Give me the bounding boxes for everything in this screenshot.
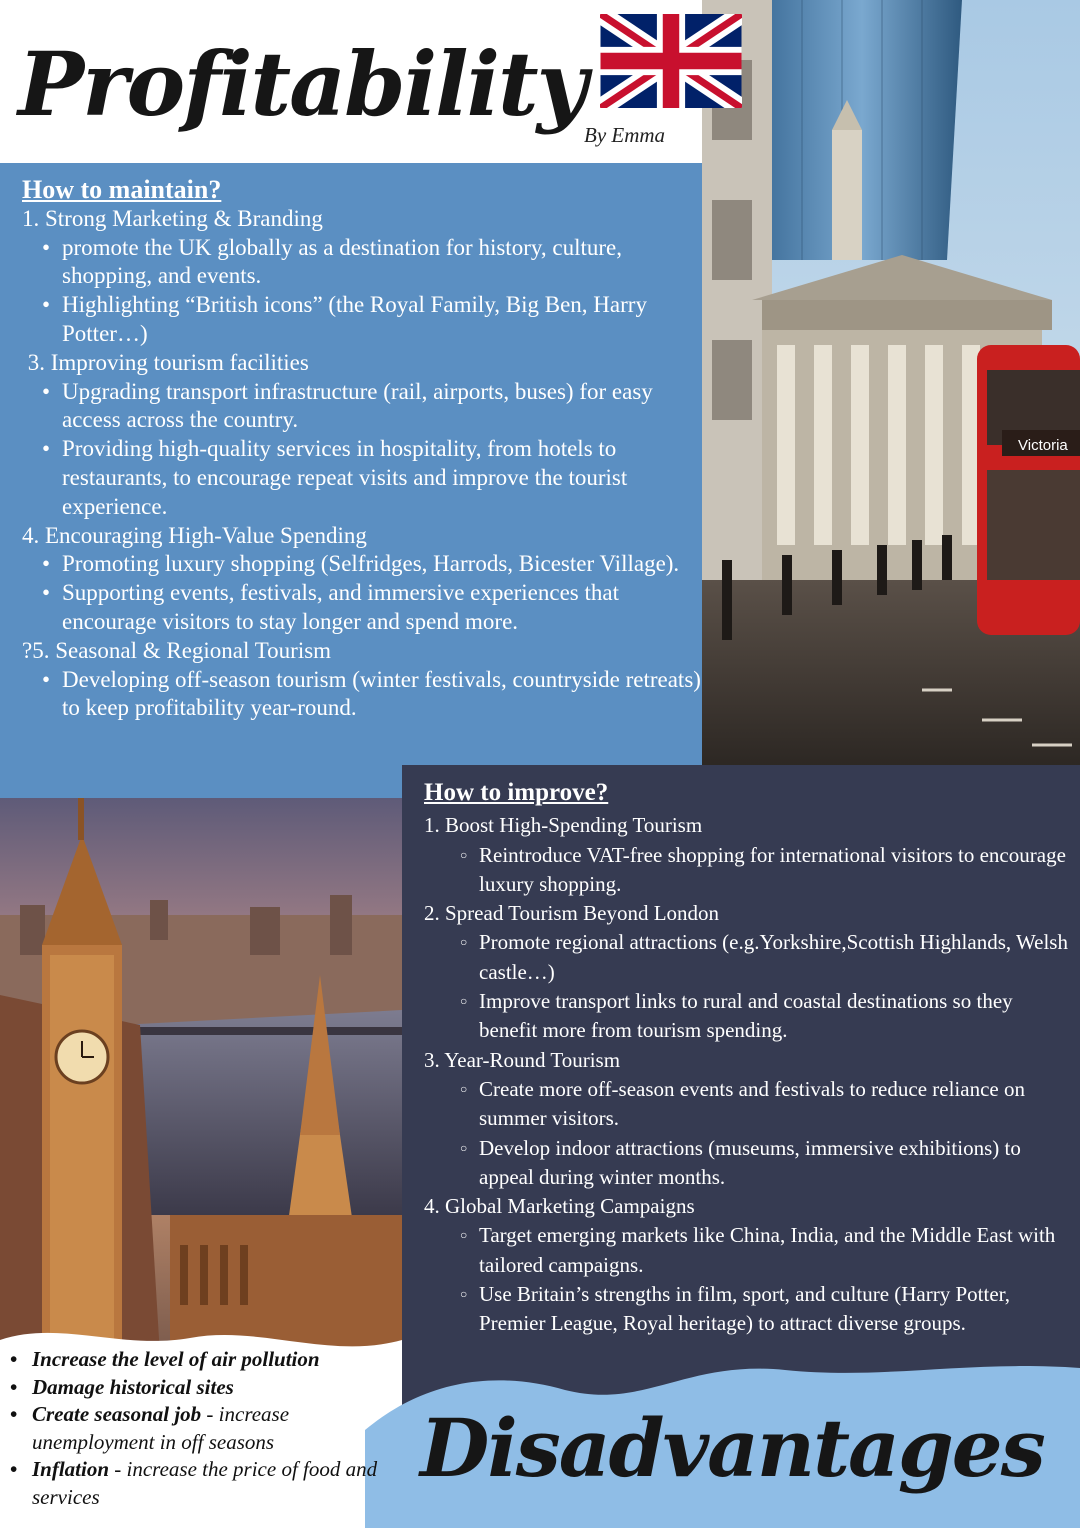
maintain-item-label: 1. Strong Marketing & Branding (22, 205, 323, 231)
maintain-item-label: 4. Encouraging High-Value Spending (22, 522, 367, 548)
maintain-bullet: • Promoting luxury shopping (Selfridges, Harrods, Bicester Village). (22, 550, 702, 579)
london-street-photo (702, 0, 1080, 772)
page-title: Profitability (18, 32, 586, 136)
maintain-bullet: • Supporting events, festivals, and immersive experiences that encourage visitors to stay longer and spend more. (22, 579, 702, 637)
improve-heading: How to improve? (424, 779, 609, 806)
bus-destination-sign: Victoria (1018, 437, 1068, 454)
maintain-bullet: • promote the UK globally as a destination for history, culture, shopping, and events. (22, 234, 702, 292)
maintain-item-label: ?5. Seasonal & Regional Tourism (22, 637, 332, 663)
improve-section (424, 778, 1074, 1339)
maintain-bullet: • Developing off-season tourism (winter festivals, countryside retreats) to keep profitability year-round. (22, 666, 702, 724)
improve-bullet: ○ Promote regional attractions (e.g.Yorkshire,Scottish Highlands, Welsh castle…) (424, 928, 1074, 987)
disadvantage-item: • Damage historical sites (10, 1374, 390, 1402)
disadvantages-title: Disadvantages (420, 1401, 1044, 1495)
maintain-section (22, 176, 702, 723)
improve-bullet: ○ Use Britain’s strengths in film, sport, and culture (Harry Potter, Premier League, Royal heritage) to attract diverse groups. (424, 1280, 1074, 1339)
improve-bullet: ○ Reintroduce VAT-free shopping for international visitors to encourage luxury shopping. (424, 841, 1074, 900)
disadvantage-item: • Create seasonal job - increase unemployment in off seasons (10, 1401, 390, 1456)
improve-item-label: 4. Global Marketing Campaigns (424, 1194, 695, 1219)
disadvantage-item: • Inflation - increase the price of food and services (10, 1456, 390, 1511)
improve-bullet: ○ Improve transport links to rural and coastal destinations so they benefit more from tourism spending. (424, 987, 1074, 1046)
author-byline: By Emma (584, 123, 666, 147)
maintain-bullet: • Highlighting “British icons” (the Royal Family, Big Ben, Harry Potter…) (22, 291, 702, 349)
disadvantage-item: • Increase the level of air pollution (10, 1346, 390, 1374)
improve-item-label: 1. Boost High-Spending Tourism (424, 813, 703, 838)
maintain-item-label: 3. Improving tourism facilities (22, 349, 309, 375)
maintain-heading: How to maintain? (22, 175, 222, 204)
improve-bullet: ○ Develop indoor attractions (museums, immersive exhibitions) to appeal during winter months. (424, 1134, 1074, 1193)
improve-bullet: ○ Target emerging markets like China, India, and the Middle East with tailored campaigns. (424, 1221, 1074, 1280)
improve-item-label: 3. Year-Round Tourism (424, 1047, 621, 1072)
uk-flag-icon (600, 14, 742, 108)
maintain-bullet: • Providing high-quality services in hospitality, from hotels to restaurants, to encourage repeat visits and improve the tourist experience. (22, 435, 702, 521)
improve-item-label: 2. Spread Tourism Beyond London (424, 901, 720, 926)
maintain-bullet: • Upgrading transport infrastructure (rail, airports, buses) for easy access across the country. (22, 378, 702, 436)
westminster-photo (0, 795, 402, 1355)
improve-bullet: ○ Create more off-season events and festivals to reduce reliance on summer visitors. (424, 1075, 1074, 1134)
disadvantages-list (10, 1346, 390, 1512)
